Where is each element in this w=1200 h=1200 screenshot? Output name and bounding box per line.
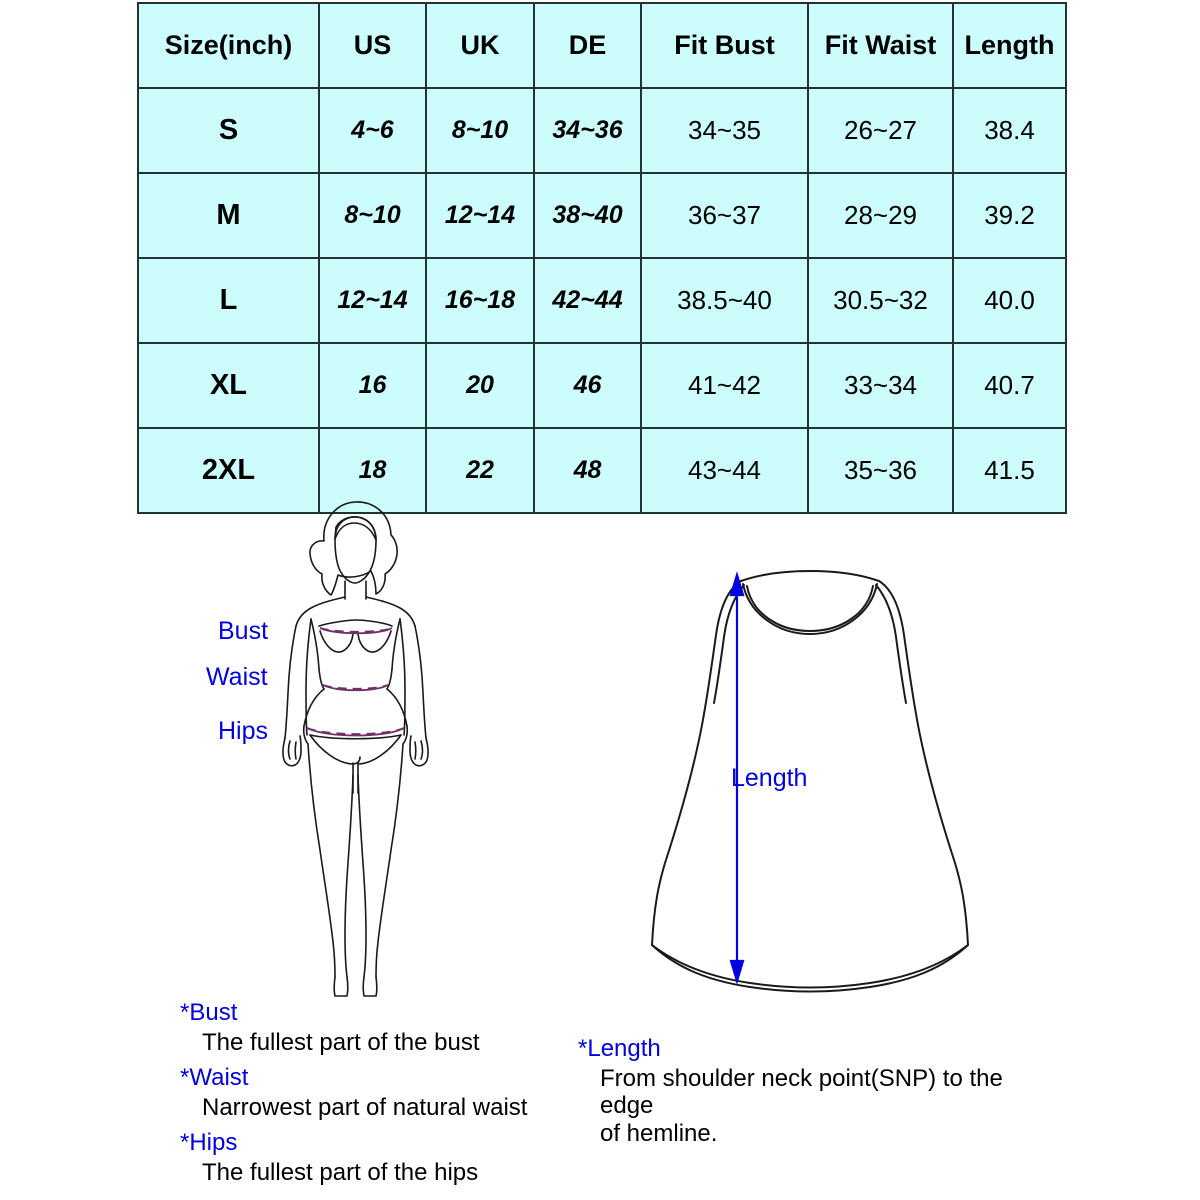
note-desc-waist: Narrowest part of natural waist — [202, 1094, 528, 1122]
cell-uk: 20 — [426, 343, 534, 428]
table-row — [138, 343, 1066, 428]
cell-bust: 38.5~40 — [641, 258, 808, 343]
cell-waist: 30.5~32 — [808, 258, 953, 343]
cell-length: 40.0 — [953, 258, 1066, 343]
cell-size: S — [138, 88, 319, 173]
size-chart-table — [137, 2, 1067, 514]
cell-de: 34~36 — [534, 88, 641, 173]
cell-us: 18 — [319, 428, 426, 513]
note-desc-hips: The fullest part of the hips — [202, 1158, 479, 1186]
cell-de: 38~40 — [534, 173, 641, 258]
measurement-notes-right — [578, 1036, 1058, 1156]
column-header-size: Size(inch) — [138, 3, 319, 88]
dress-diagram — [640, 545, 980, 1005]
cell-uk: 16~18 — [426, 258, 534, 343]
column-header-length: Length — [953, 3, 1066, 88]
table-row — [138, 258, 1066, 343]
arrow-head-up — [731, 575, 743, 595]
cell-waist: 35~36 — [808, 428, 953, 513]
size-chart-table-container — [137, 2, 1065, 500]
cell-uk: 12~14 — [426, 173, 534, 258]
cell-size: M — [138, 173, 319, 258]
column-header-de: DE — [534, 3, 641, 88]
table-row — [138, 88, 1066, 173]
cell-waist: 26~27 — [808, 88, 953, 173]
note-term-length: *Length — [578, 1035, 661, 1062]
cell-uk: 8~10 — [426, 88, 534, 173]
table-header-row — [138, 3, 1066, 88]
dress-label-length: Length — [731, 764, 808, 792]
body-label-waist: Waist — [206, 663, 268, 691]
cell-length: 41.5 — [953, 428, 1066, 513]
body-label-hips: Hips — [218, 717, 269, 745]
column-header-fit-waist: Fit Waist — [808, 3, 953, 88]
note-term-bust: *Bust — [180, 999, 238, 1026]
cell-length: 38.4 — [953, 88, 1066, 173]
note-desc-length-line1: From shoulder neck point(SNP) to the edge — [600, 1065, 1003, 1119]
cell-waist: 28~29 — [808, 173, 953, 258]
measurement-notes-left — [180, 1000, 600, 1194]
cell-us: 8~10 — [319, 173, 426, 258]
note-desc-bust: The fullest part of the bust — [202, 1029, 480, 1057]
column-header-fit-bust: Fit Bust — [641, 3, 808, 88]
cell-de: 48 — [534, 428, 641, 513]
cell-de: 46 — [534, 343, 641, 428]
cell-size: 2XL — [138, 428, 319, 513]
body-label-bust: Bust — [218, 617, 269, 645]
table-row — [138, 173, 1066, 258]
cell-us: 16 — [319, 343, 426, 428]
cell-bust: 43~44 — [641, 428, 808, 513]
cell-us: 12~14 — [319, 258, 426, 343]
cell-bust: 36~37 — [641, 173, 808, 258]
cell-bust: 41~42 — [641, 343, 808, 428]
cell-length: 39.2 — [953, 173, 1066, 258]
cell-uk: 22 — [426, 428, 534, 513]
cell-length: 40.7 — [953, 343, 1066, 428]
female-body-diagram — [240, 495, 470, 1000]
cell-size: L — [138, 258, 319, 343]
cell-de: 42~44 — [534, 258, 641, 343]
dress-illustration — [640, 545, 980, 1005]
cell-size: XL — [138, 343, 319, 428]
note-term-hips: *Hips — [180, 1128, 238, 1156]
cell-bust: 34~35 — [641, 88, 808, 173]
column-header-us: US — [319, 3, 426, 88]
cell-us: 4~6 — [319, 88, 426, 173]
note-term-waist: *Waist — [180, 1063, 249, 1091]
female-body-illustration — [240, 495, 470, 1000]
column-header-uk: UK — [426, 3, 534, 88]
cell-waist: 33~34 — [808, 343, 953, 428]
arrow-head-down — [731, 961, 743, 981]
note-desc-length-line2: of hemline. — [600, 1120, 718, 1148]
